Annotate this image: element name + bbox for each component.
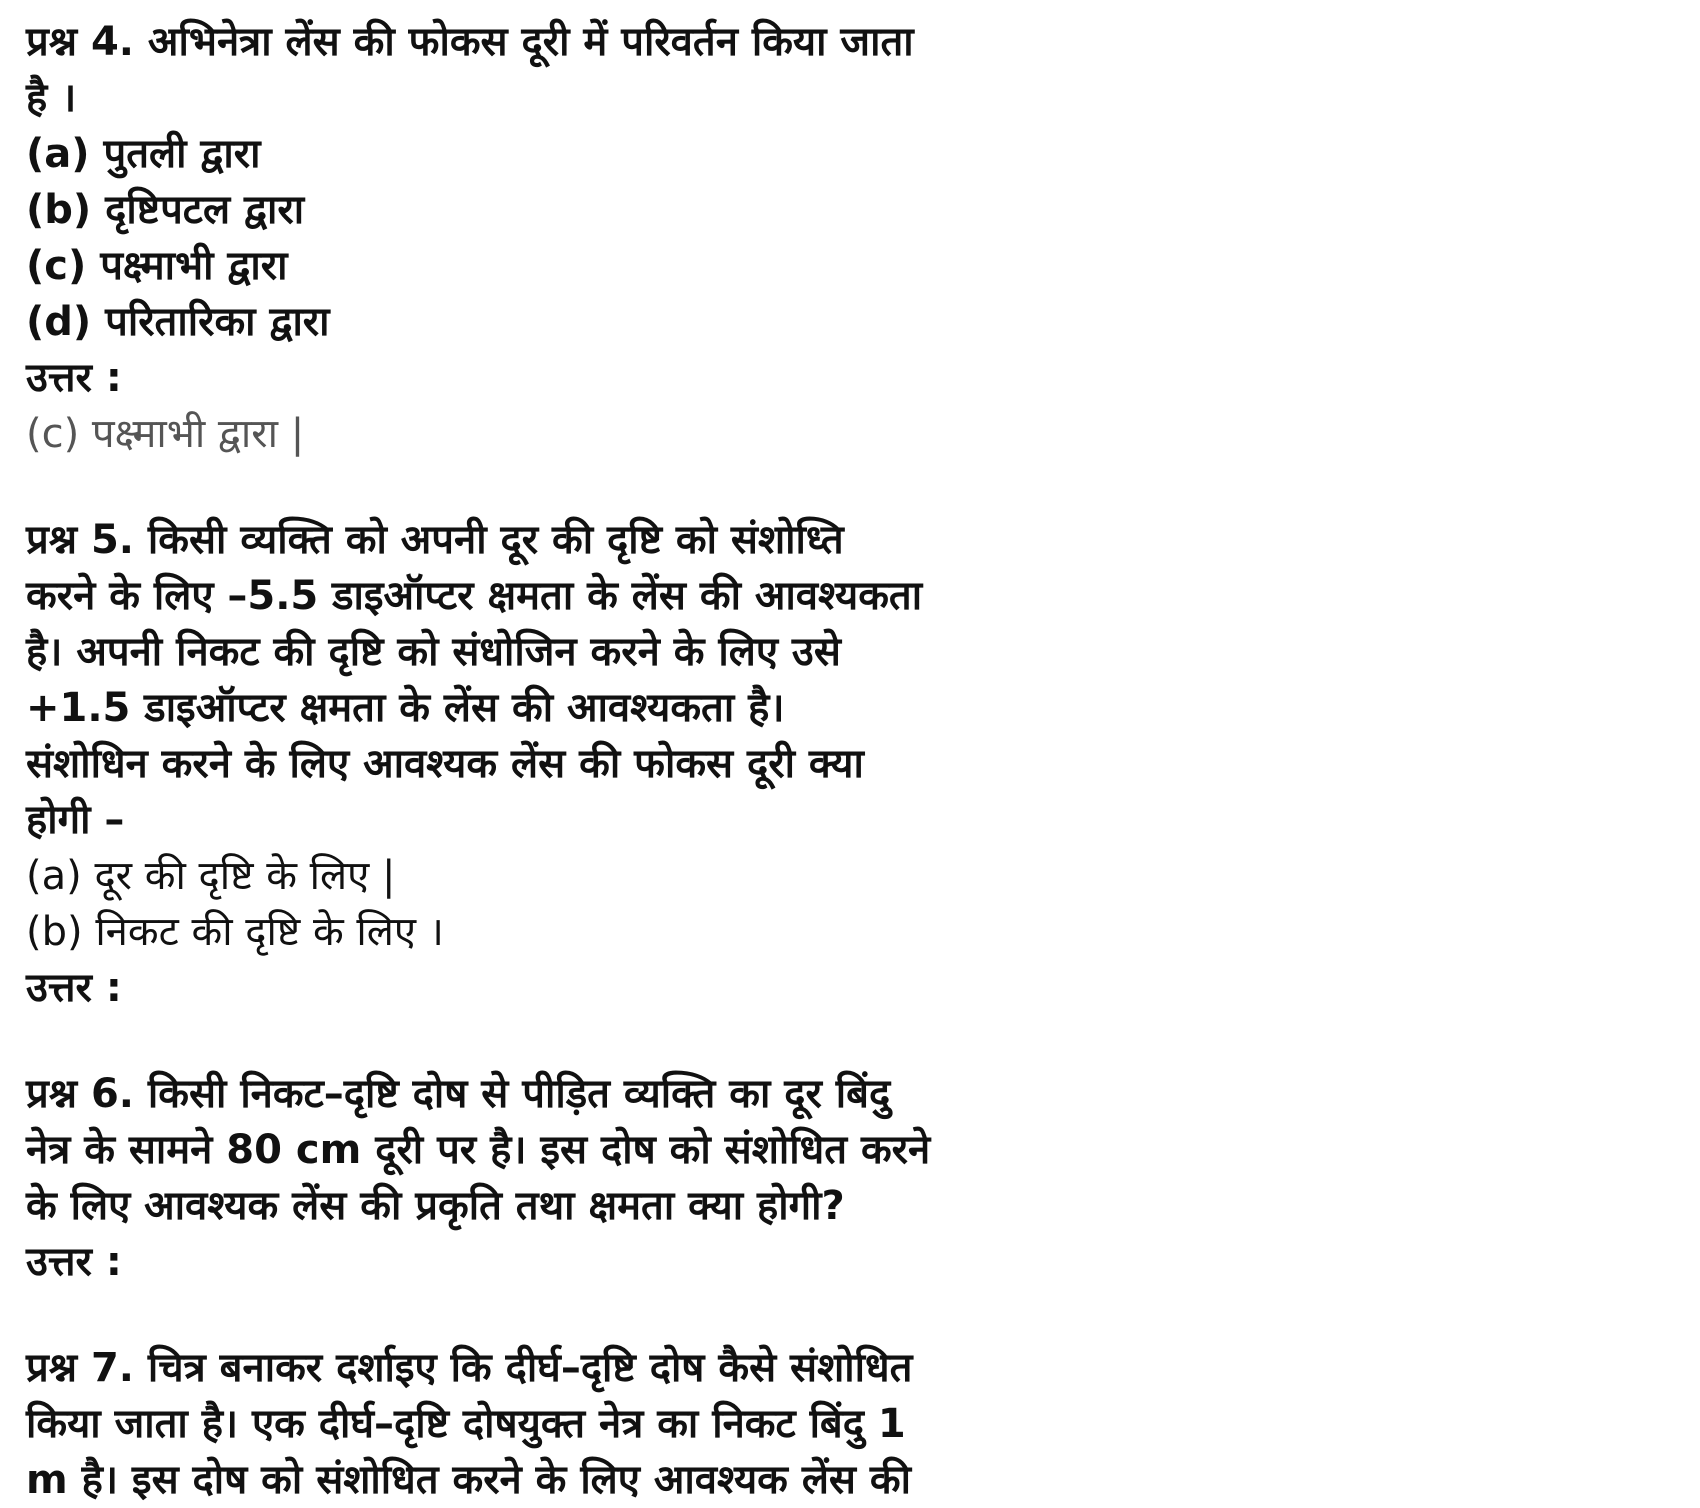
question-7-line-1: प्रश्न 7. चित्र बनाकर दर्शाइए कि दीर्घ–दृष्टि दोष कैसे संशोधित xyxy=(26,1345,913,1391)
question-5-option-a: (a) दूर की दृष्टि के लिए | xyxy=(26,853,396,899)
question-4-answer-label: उत्तर : xyxy=(26,355,122,401)
question-5 xyxy=(26,512,1666,1016)
question-7 xyxy=(26,1340,1666,1508)
question-5-option-b: (b) निकट की दृष्टि के लिए । xyxy=(26,909,444,955)
question-5-line-1: प्रश्न 5. किसी व्यक्ति को अपनी दूर की दृष्टि को संशोध्ति xyxy=(26,517,844,563)
question-4-line-1: प्रश्न 4. अभिनेत्रा लेंस की फोकस दूरी में परिवर्तन किया जाता xyxy=(26,19,914,65)
question-4-option-d: (d) परितारिका द्वारा xyxy=(26,299,330,345)
spacer xyxy=(26,462,1666,512)
question-6-line-2: नेत्र के सामने 80 cm दूरी पर है। इस दोष को संशोधित करने xyxy=(26,1127,931,1173)
question-6-answer-label: उत्तर : xyxy=(26,1239,122,1285)
spacer xyxy=(26,1290,1666,1340)
question-5-line-2: करने के लिए –5.5 डाइऑप्टर क्षमता के लेंस की आवश्यकता xyxy=(26,573,923,619)
question-5-answer-label: उत्तर : xyxy=(26,965,122,1011)
question-6-line-3: के लिए आवश्यक लेंस की प्रकृति तथा क्षमता क्या होगी? xyxy=(26,1183,845,1229)
question-4-line-2: है । xyxy=(26,75,77,121)
question-4-option-c: (c) पक्ष्माभी द्वारा xyxy=(26,243,288,289)
question-4-option-b: (b) दृष्टिपटल द्वारा xyxy=(26,187,305,233)
document-page xyxy=(26,14,1666,1508)
question-5-line-5: संशोधिन करने के लिए आवश्यक लेंस की फोकस दूरी क्या xyxy=(26,741,864,787)
question-7-line-3: m है। इस दोष को संशोधित करने के लिए आवश्यक लेंस की xyxy=(26,1457,911,1503)
question-4-answer: (c) पक्ष्माभी द्वारा | xyxy=(26,411,305,457)
question-5-line-6: होगी – xyxy=(26,797,125,843)
question-4 xyxy=(26,14,1666,462)
question-5-line-4: +1.5 डाइऑप्टर क्षमता के लेंस की आवश्यकता है। xyxy=(26,685,785,731)
question-6 xyxy=(26,1066,1666,1290)
question-7-line-2: किया जाता है। एक दीर्घ–दृष्टि दोषयुक्त नेत्र का निकट बिंदु 1 xyxy=(26,1401,906,1447)
question-4-option-a: (a) पुतली द्वारा xyxy=(26,131,261,177)
question-6-line-1: प्रश्न 6. किसी निकट–दृष्टि दोष से पीड़ित व्यक्ति का दूर बिंदु xyxy=(26,1071,891,1117)
spacer xyxy=(26,1016,1666,1066)
question-5-line-3: है। अपनी निकट की दृष्टि को संधोजिन करने के लिए उसे xyxy=(26,629,841,675)
